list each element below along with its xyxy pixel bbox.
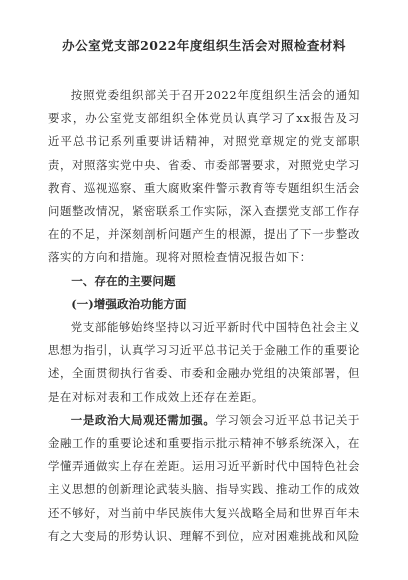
paragraph-lead: 一是政治大局观还需加强。 [70, 412, 216, 427]
body-paragraph-2 [48, 409, 360, 548]
document-title: 办公室党支部2022年度组织生活会对照检查材料 [62, 38, 346, 53]
paragraph-text: 学习领会习近平总书记关于金融工作的重要论述和重要指示批示精神不够系统深入，在学懂弄通做实上存在差距。运用习近平新时代中国特色社会主义思想的创新理论武装头脑、指导实践、推动工作的成效还不够好，对当前中华民族伟大复兴战略全局和世界百年未有之大变局的形势认识、理解不到位，应对困难挑战和风险 [48, 412, 361, 543]
section-heading: 一、存在的主要问题 [71, 273, 176, 288]
body-paragraph-1: 党支部能够始终坚持以习近平新时代中国特色社会主义思想为指引，认真学习习近平总书记关于金融工作的重要论述，全面贯彻执行省委、市委和金融办党组的决策部署，但是在对标对表和工作成效上还存在差距。 [48, 320, 360, 404]
subsection-heading: (一)增强政治功能方面 [71, 296, 187, 311]
intro-paragraph: 按照党委组织部关于召开2022年度组织生活会的通知要求，办公室党支部组织全体党员认真学习了xx报告及习近平总书记系列重要讲话精神，对照党章规定的党支部职责，对照落实党中央、省委、市委部署要求，对照党史学习教育、巡视巡察、重大腐败案件警示教育等专题组织生活会问题整改情况，紧密联系工作实际，深入查摆党支部工作存在的不足，并深刻剖析问题产生的根源，提出了下一步整改落实的方向和措施。现将对照检查情况报告如下： [48, 88, 360, 265]
